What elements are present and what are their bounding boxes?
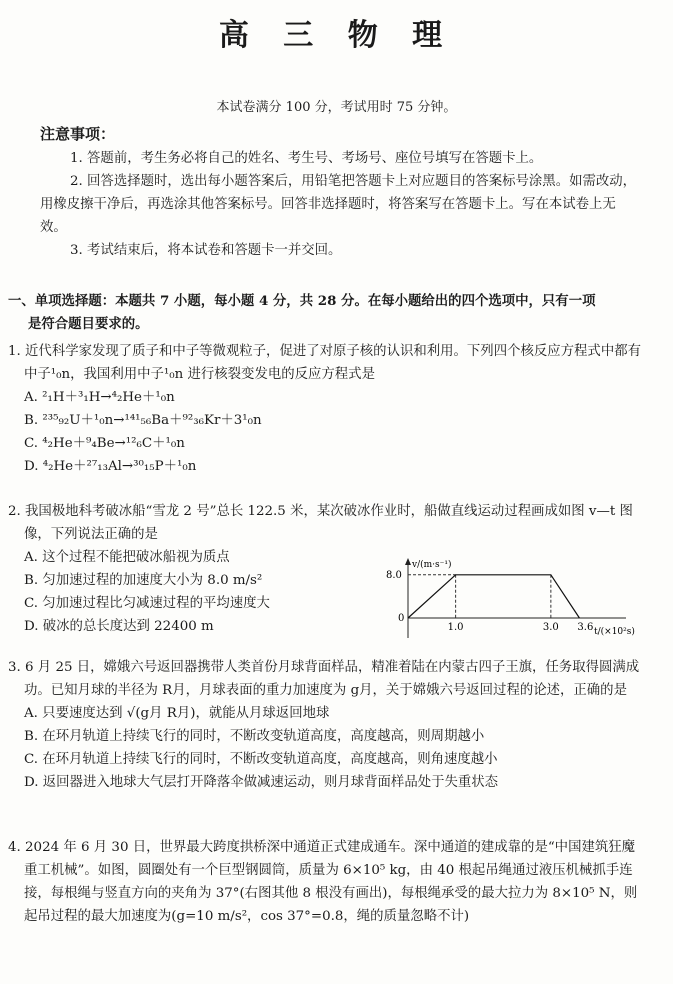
x-tick-label: 1.0 [447, 622, 464, 633]
vt-graph-svg [368, 556, 638, 646]
option-d: D. 破冰的总长度达到 22400 m [24, 619, 214, 634]
question-3 [8, 656, 648, 794]
option-a: A. ²₁H＋³₁H→⁴₂He＋¹₀n [24, 390, 175, 405]
option-c: C. 匀加速过程比匀减速过程的平均速度大 [24, 596, 270, 611]
question-4 [8, 836, 648, 928]
page-title: 高 三 物 理 [218, 18, 455, 53]
y-tick-label: 8.0 [386, 569, 402, 581]
x-tick-label: 3.0 [542, 622, 559, 633]
option-d: D. 返回器进入地球大气层打开降落伞做减速运动，则月球背面样品处于失重状态 [24, 775, 499, 790]
question-stem: 2. 我国极地科考破冰船“雪龙 2 号”总长 122.5 米，某次破冰作业时，船做直线运动过程画成如图 v—t 图像，下列说法正确的是 [8, 504, 633, 542]
option-b: B. 匀加速过程的加速度大小为 8.0 m/s² [24, 573, 263, 588]
section-heading [8, 290, 653, 336]
y-axis-label: v/(m·s⁻¹) [412, 560, 452, 570]
option-b: B. 在环月轨道上持续飞行的同时，不断改变轨道高度，高度越高，则周期越小 [24, 729, 485, 744]
option-d: D. ⁴₂He＋²⁷₁₃Al→³⁰₁₅P＋¹₀n [24, 459, 197, 474]
vt-graph [368, 556, 638, 646]
note-item: 3. 考试结束后，将本试卷和答题卡一并交回。 [70, 243, 342, 258]
option-a: A. 这个过程不能把破冰船视为质点 [24, 550, 230, 565]
question-stem: 4. 2024 年 6 月 30 日，世界最大跨度拱桥深中通道正式建成通车。深中通道的建成靠的是“中国建筑狂魔重工机械”。如图，圆圈处有一个巨型钢圆筒，质量为 6×10⁵ kg，由 40 根起吊绳通过液压机械抓手连接，每根绳与竖直方向的夹角为 37°(右图其他 8 根没有画出)，每根绳承受的最大拉力为 8×10⁵ N，则起吊过程的最大加速度为(g=10 m/s²，cos 37°=0.8，绳的质量忽略不计) [8, 840, 638, 924]
option-b: B. ²³⁵₉₂U＋¹₀n→¹⁴¹₅₆Ba＋⁹²₃₆Kr＋3¹₀n [24, 413, 262, 428]
y-axis-arrow [405, 558, 411, 565]
exam-info: 本试卷满分 100 分，考试用时 75 分钟。 [216, 100, 457, 115]
section-heading-line: 是符合题目要求的。 [28, 316, 149, 332]
question-stem: 1. 近代科学家发现了质子和中子等微观粒子，促进了对原子核的认识和利用。下列四个核反应方程式中都有中子¹₀n，我国利用中子¹₀n 进行核裂变发电的反应方程式是 [8, 344, 641, 382]
x-tick-label: 0 [398, 613, 405, 624]
note-item: 2. 回答选择题时，选出每小题答案后，用铅笔把答题卡上对应题目的答案标号涂黑。如需改动，用橡皮擦干净后，再选涂其他答案标号。回答非选择题时，将答案写在答题卡上。写在本试卷上无效。 [40, 174, 637, 235]
option-a: A. 只要速度达到 √(g月 R月)，就能从月球返回地球 [24, 706, 330, 721]
note-item: 1. 答题前，考生务必将自己的姓名、考生号、考场号、座位号填写在答题卡上。 [70, 151, 543, 166]
option-c: C. 在环月轨道上持续飞行的同时，不断改变轨道高度，高度越高，则角速度越小 [24, 752, 498, 767]
x-tick-label: 3.6 [577, 622, 594, 633]
option-c: C. ⁴₂He＋⁹₄Be→¹²₆C＋¹₀n [24, 436, 185, 451]
question-1 [8, 340, 648, 478]
notes-heading: 注意事项： [40, 125, 116, 143]
series-line [408, 575, 579, 618]
question-stem: 3. 6 月 25 日，嫦娥六号返回器携带人类首份月球背面样品，精准着陆在内蒙古四子王旗，任务取得圆满成功。已知月球的半径为 R月，月球表面的重力加速度为 g月，关于嫦娥六号返回过程的论述，正确的是 [8, 660, 640, 698]
notes-list [40, 147, 640, 262]
section-heading-line: 一、单项选择题：本题共 7 小题，每小题 4 分，共 28 分。在每小题给出的四个选项中，只有一项 [8, 293, 596, 309]
x-axis-label: t/(×10²s) [594, 627, 635, 637]
